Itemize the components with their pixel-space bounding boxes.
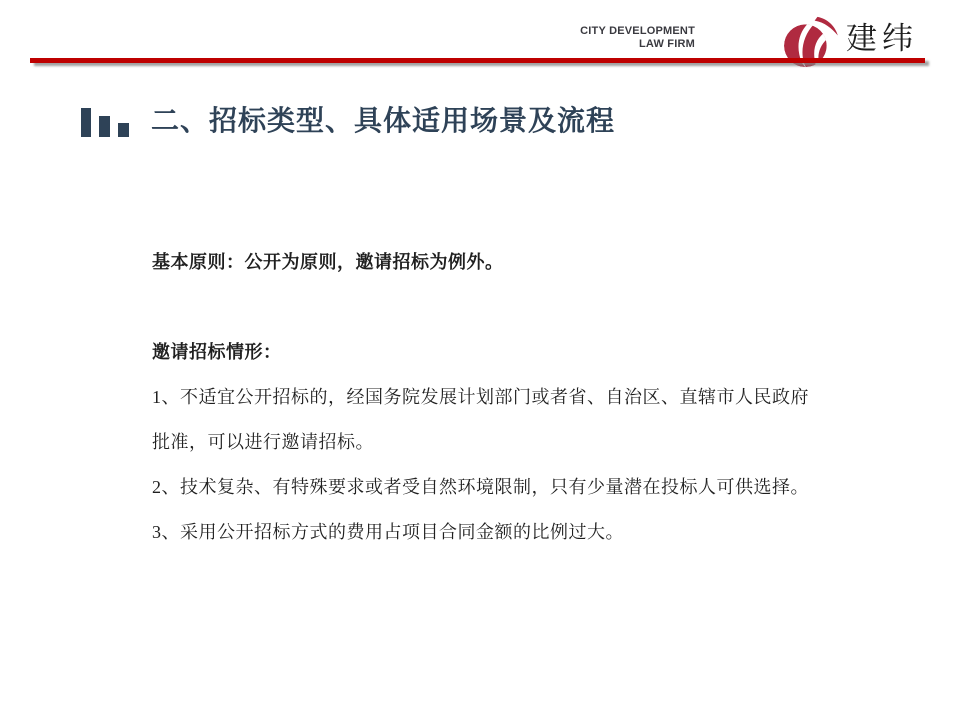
- list-item-1: 1、不适宜公开招标的，经国务院发展计划部门或者省、自治区、直辖市人民政府批准，可以进行邀请招标。: [152, 387, 809, 452]
- firm-name-line2: LAW FIRM: [639, 38, 695, 50]
- bar-tall: [81, 108, 91, 137]
- subheading-invited-bidding-cases: 邀请招标情形：: [152, 342, 282, 362]
- list-item-3: 3、采用公开招标方式的费用占项目合同金额的比例过大。: [152, 522, 624, 542]
- section-title: 二、招标类型、具体适用场景及流程: [151, 105, 616, 136]
- bar-short: [118, 123, 129, 137]
- firm-name-line1: CITY DEVELOPMENT: [580, 25, 695, 37]
- firm-name-chinese: 建纬: [846, 21, 918, 56]
- list-item-2: 2、技术复杂、有特殊要求或者受自然环境限制，只有少量潜在投标人可供选择。: [152, 477, 809, 497]
- firm-name-english: [580, 25, 695, 51]
- header-divider-rule: [30, 58, 925, 63]
- slide-body-text: [152, 240, 824, 555]
- bar-medium: [99, 116, 110, 137]
- principle-statement: 基本原则：公开为原则，邀请招标为例外。: [152, 252, 504, 272]
- bar-chart-bars-icon: [81, 108, 129, 137]
